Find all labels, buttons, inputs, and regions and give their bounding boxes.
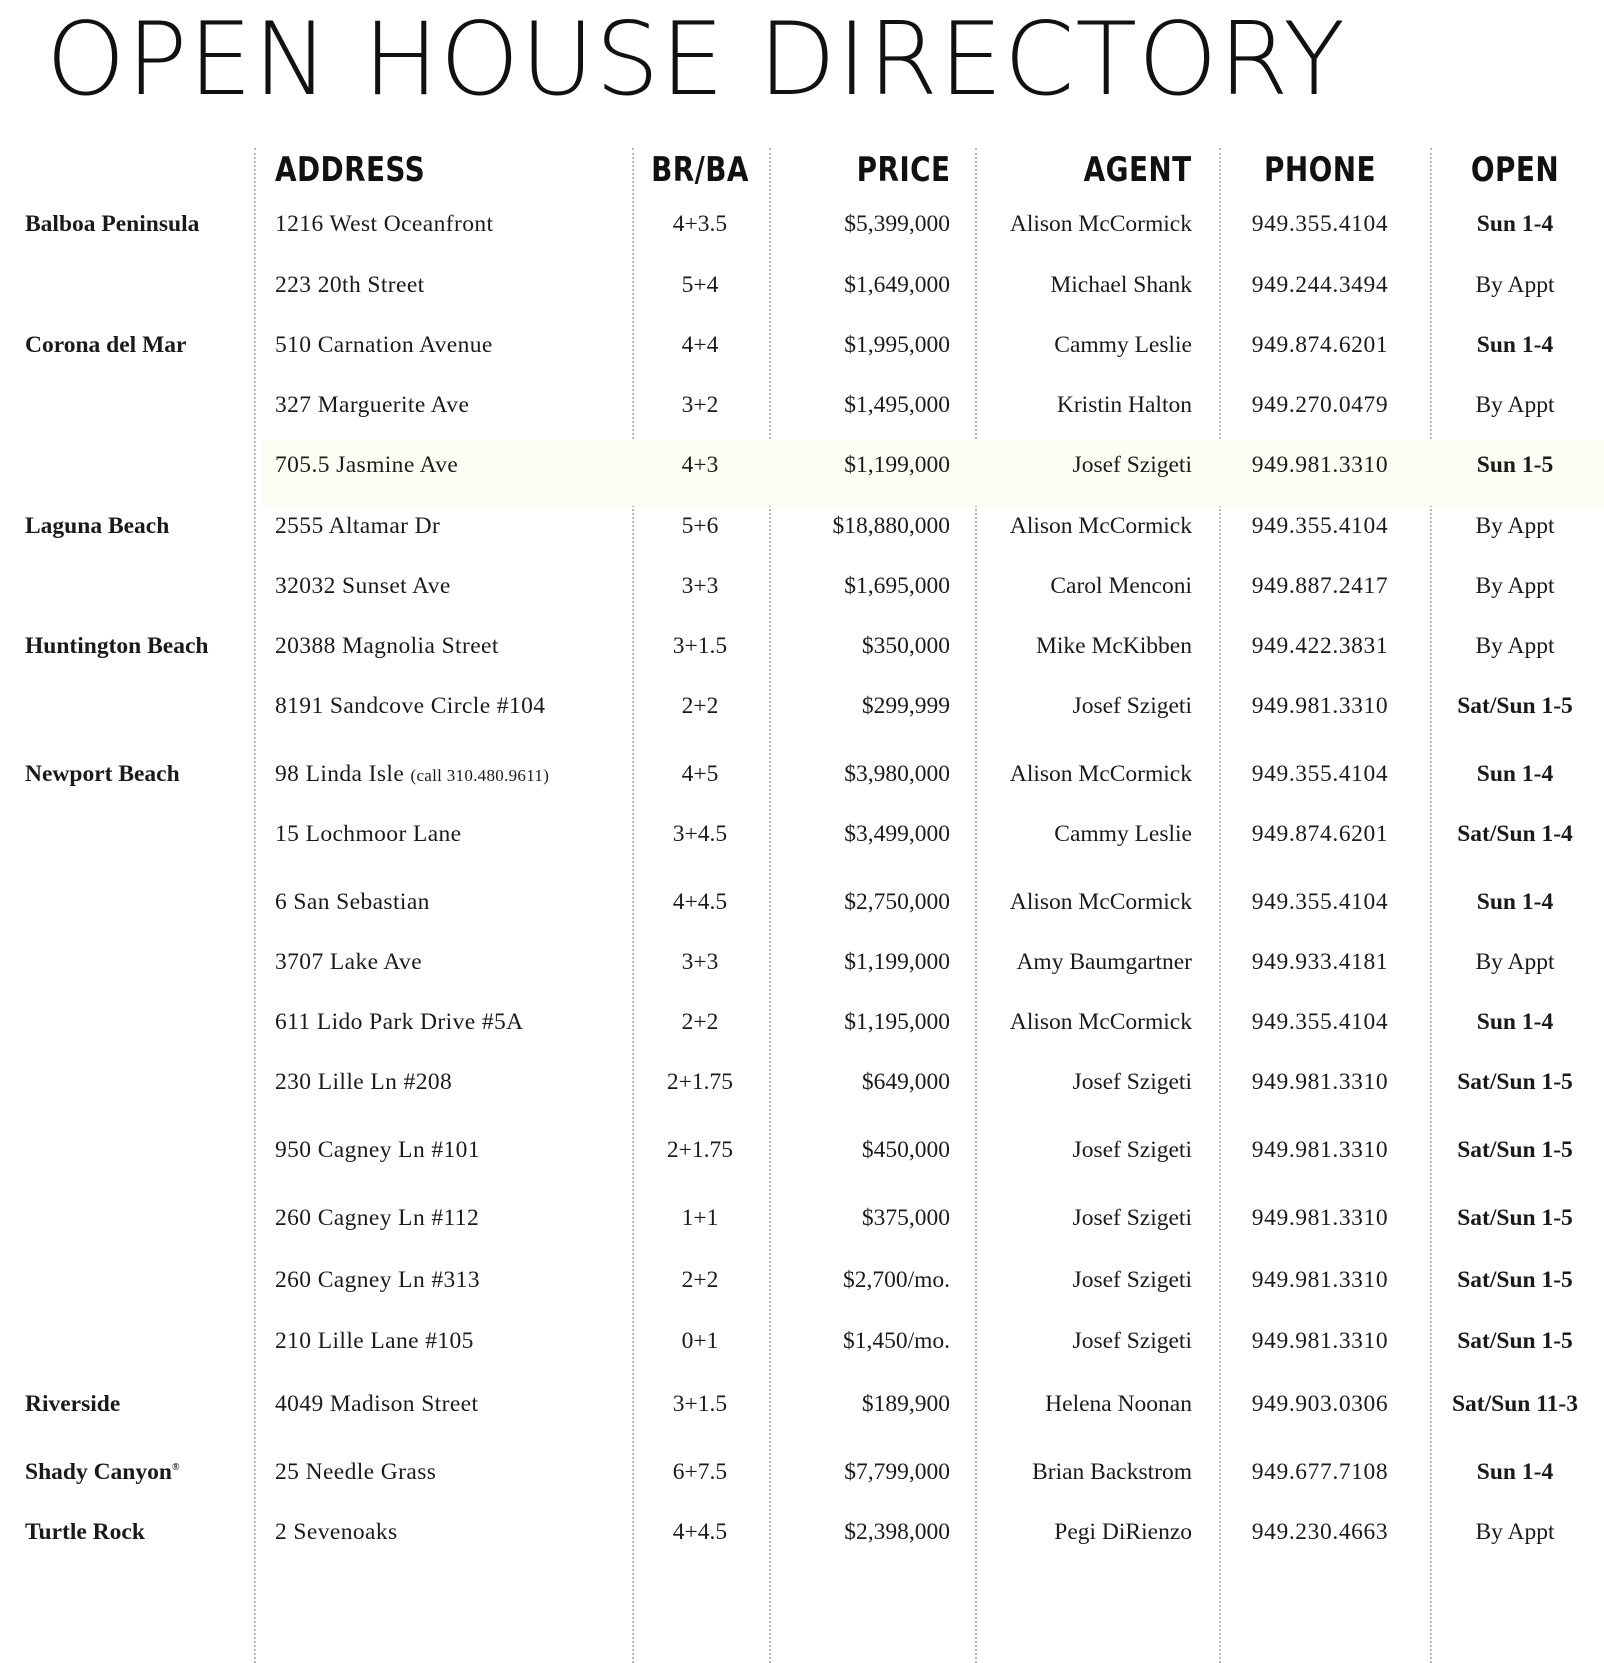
phone-cell: 949.355.4104 xyxy=(1251,513,1389,539)
area-label xyxy=(25,1520,145,1545)
phone-cell: 949.903.0306 xyxy=(1251,1391,1389,1417)
header-phone: PHONE xyxy=(1264,150,1376,190)
area-name: Balboa Peninsula xyxy=(25,211,200,237)
address-cell xyxy=(275,212,493,237)
agent-cell: Alison McCormick xyxy=(1009,761,1192,787)
phone-cell: 949.981.3310 xyxy=(1251,452,1389,478)
open-cell: Sat/Sun 1-4 xyxy=(1457,821,1573,847)
agent-cell: Cammy Leslie xyxy=(1054,821,1192,847)
brba-cell: 4+4.5 xyxy=(672,889,728,915)
open-cell: By Appt xyxy=(1475,272,1555,298)
address-text: 327 Marguerite Ave xyxy=(275,392,470,418)
column-divider xyxy=(769,148,771,1663)
brba-cell: 2+2 xyxy=(681,1009,719,1035)
phone-cell: 949.981.3310 xyxy=(1251,693,1389,719)
phone-cell: 949.244.3494 xyxy=(1251,272,1389,298)
area-name: Riverside xyxy=(25,1391,121,1417)
price-cell: $649,000 xyxy=(861,1069,950,1095)
agent-cell: Helena Noonan xyxy=(1045,1391,1192,1417)
address-cell xyxy=(275,1206,479,1231)
phone-cell: 949.874.6201 xyxy=(1251,821,1389,847)
brba-cell: 2+1.75 xyxy=(666,1137,734,1163)
address-cell xyxy=(275,762,549,788)
area-name: Newport Beach xyxy=(25,761,180,787)
price-cell: $189,900 xyxy=(861,1391,950,1417)
area-label xyxy=(25,762,180,787)
address-cell xyxy=(275,453,458,478)
area-name: Corona del Mar xyxy=(25,332,187,358)
address-text: 32032 Sunset Ave xyxy=(275,573,451,599)
address-note: (call 310.480.9611) xyxy=(410,766,550,785)
area-name: Laguna Beach xyxy=(25,513,170,539)
phone-cell: 949.981.3310 xyxy=(1251,1205,1389,1231)
area-label xyxy=(25,514,169,539)
address-cell xyxy=(275,1070,452,1095)
open-cell: Sat/Sun 1-5 xyxy=(1457,1137,1573,1163)
brba-cell: 4+3.5 xyxy=(672,211,728,237)
price-cell: $1,695,000 xyxy=(844,573,950,599)
brba-cell: 3+2 xyxy=(681,392,719,418)
address-text: 611 Lido Park Drive #5A xyxy=(275,1009,524,1035)
open-cell: By Appt xyxy=(1475,392,1555,418)
address-text: 8191 Sandcove Circle #104 xyxy=(275,693,546,719)
address-cell xyxy=(275,1520,398,1545)
agent-cell: Michael Shank xyxy=(1050,272,1192,298)
phone-cell: 949.270.0479 xyxy=(1251,392,1389,418)
address-cell xyxy=(275,333,493,358)
brba-cell: 3+3 xyxy=(681,949,719,975)
phone-cell: 949.422.3831 xyxy=(1251,633,1389,659)
agent-cell: Alison McCormick xyxy=(1009,1009,1192,1035)
address-text: 4049 Madison Street xyxy=(275,1391,479,1417)
address-text: 98 Linda Isle xyxy=(275,761,405,787)
brba-cell: 4+4 xyxy=(681,332,719,358)
agent-cell: Brian Backstrom xyxy=(1032,1459,1192,1485)
column-divider xyxy=(254,148,256,1663)
price-cell: $7,799,000 xyxy=(844,1459,950,1485)
address-text: 3707 Lake Ave xyxy=(275,949,423,975)
address-cell xyxy=(275,273,425,298)
header-brba: BR/BA xyxy=(651,150,749,190)
price-cell: $1,199,000 xyxy=(844,949,950,975)
brba-cell: 5+6 xyxy=(681,513,719,539)
agent-cell: Josef Szigeti xyxy=(1072,1137,1192,1163)
agent-cell: Mike McKibben xyxy=(1036,633,1192,659)
address-text: 230 Lille Ln #208 xyxy=(275,1069,453,1095)
area-label xyxy=(25,333,186,358)
address-text: 25 Needle Grass xyxy=(275,1459,437,1485)
brba-cell: 4+5 xyxy=(681,761,719,787)
agent-cell: Pegi DiRienzo xyxy=(1054,1519,1192,1545)
brba-cell: 1+1 xyxy=(681,1205,719,1231)
price-cell: $375,000 xyxy=(861,1205,950,1231)
brba-cell: 5+4 xyxy=(681,272,719,298)
brba-cell: 3+3 xyxy=(681,573,719,599)
open-cell: By Appt xyxy=(1475,633,1555,659)
agent-cell: Cammy Leslie xyxy=(1054,332,1192,358)
phone-cell: 949.230.4663 xyxy=(1251,1519,1389,1545)
phone-cell: 949.933.4181 xyxy=(1251,949,1389,975)
address-text: 260 Cagney Ln #112 xyxy=(275,1205,480,1231)
open-cell: Sat/Sun 1-5 xyxy=(1457,693,1573,719)
brba-cell: 2+2 xyxy=(681,693,719,719)
address-text: 1216 West Oceanfront xyxy=(275,211,494,237)
address-cell xyxy=(275,1268,480,1293)
address-cell xyxy=(275,822,462,847)
address-text: 950 Cagney Ln #101 xyxy=(275,1137,480,1163)
column-divider xyxy=(975,148,977,1663)
agent-cell: Josef Szigeti xyxy=(1072,1328,1192,1354)
brba-cell: 0+1 xyxy=(681,1328,719,1354)
open-cell: Sun 1-4 xyxy=(1476,211,1554,237)
brba-cell: 3+4.5 xyxy=(672,821,728,847)
open-cell: Sun 1-5 xyxy=(1476,452,1554,478)
brba-cell: 4+4.5 xyxy=(672,1519,728,1545)
open-cell: Sun 1-4 xyxy=(1476,1459,1554,1485)
open-cell: Sat/Sun 11-3 xyxy=(1451,1391,1579,1417)
page-title: OPEN HOUSE DIRECTORY xyxy=(46,0,1346,118)
phone-cell: 949.887.2417 xyxy=(1251,573,1389,599)
address-cell xyxy=(275,890,430,915)
address-text: 15 Lochmoor Lane xyxy=(275,821,462,847)
price-cell: $2,750,000 xyxy=(844,889,950,915)
open-cell: Sat/Sun 1-5 xyxy=(1457,1328,1573,1354)
price-cell: $299,999 xyxy=(861,693,950,719)
address-cell xyxy=(275,950,422,975)
agent-cell: Josef Szigeti xyxy=(1072,1267,1192,1293)
phone-cell: 949.981.3310 xyxy=(1251,1328,1389,1354)
open-cell: Sun 1-4 xyxy=(1476,761,1554,787)
agent-cell: Amy Baumgartner xyxy=(1016,949,1192,975)
registered-mark: ® xyxy=(171,1462,180,1474)
open-cell: By Appt xyxy=(1475,1519,1555,1545)
address-cell xyxy=(275,1460,436,1485)
price-cell: $1,495,000 xyxy=(844,392,950,418)
address-cell xyxy=(275,694,545,719)
open-cell: Sat/Sun 1-5 xyxy=(1457,1267,1573,1293)
price-cell: $3,499,000 xyxy=(844,821,950,847)
address-text: 510 Carnation Avenue xyxy=(275,332,493,358)
address-cell xyxy=(275,1010,524,1035)
agent-cell: Carol Menconi xyxy=(1050,573,1192,599)
price-cell: $3,980,000 xyxy=(844,761,950,787)
price-cell: $5,399,000 xyxy=(844,211,950,237)
open-cell: Sat/Sun 1-5 xyxy=(1457,1205,1573,1231)
brba-cell: 3+1.5 xyxy=(672,633,728,659)
address-text: 6 San Sebastian xyxy=(275,889,430,915)
address-text: 705.5 Jasmine Ave xyxy=(275,452,459,478)
price-cell: $18,880,000 xyxy=(832,513,950,539)
address-text: 20388 Magnolia Street xyxy=(275,633,499,659)
open-cell: Sat/Sun 1-5 xyxy=(1457,1069,1573,1095)
address-cell xyxy=(275,514,440,539)
area-label xyxy=(25,1460,179,1485)
address-text: 210 Lille Lane #105 xyxy=(275,1328,474,1354)
area-name: Shady Canyon xyxy=(25,1459,172,1485)
address-text: 2555 Altamar Dr xyxy=(275,513,441,539)
agent-cell: Josef Szigeti xyxy=(1072,452,1192,478)
phone-cell: 949.355.4104 xyxy=(1251,211,1389,237)
agent-cell: Alison McCormick xyxy=(1009,889,1192,915)
phone-cell: 949.677.7108 xyxy=(1251,1459,1389,1485)
header-address: ADDRESS xyxy=(275,150,426,190)
open-cell: Sun 1-4 xyxy=(1476,889,1554,915)
agent-cell: Alison McCormick xyxy=(1009,211,1192,237)
address-text: 223 20th Street xyxy=(275,272,425,298)
address-cell xyxy=(275,1392,478,1417)
area-label xyxy=(25,212,199,237)
price-cell: $1,649,000 xyxy=(844,272,950,298)
open-cell: By Appt xyxy=(1475,513,1555,539)
phone-cell: 949.981.3310 xyxy=(1251,1069,1389,1095)
brba-cell: 2+2 xyxy=(681,1267,719,1293)
open-cell: By Appt xyxy=(1475,949,1555,975)
address-cell xyxy=(275,574,451,599)
agent-cell: Josef Szigeti xyxy=(1072,1069,1192,1095)
price-cell: $1,199,000 xyxy=(844,452,950,478)
address-cell xyxy=(275,1138,480,1163)
agent-cell: Josef Szigeti xyxy=(1072,693,1192,719)
address-cell xyxy=(275,393,469,418)
price-cell: $450,000 xyxy=(861,1137,950,1163)
price-cell: $350,000 xyxy=(861,633,950,659)
area-name: Huntington Beach xyxy=(25,633,209,659)
brba-cell: 4+3 xyxy=(681,452,719,478)
address-text: 260 Cagney Ln #313 xyxy=(275,1267,480,1293)
price-cell: $1,450/mo. xyxy=(842,1328,950,1354)
open-cell: Sun 1-4 xyxy=(1476,332,1554,358)
price-cell: $1,995,000 xyxy=(844,332,950,358)
open-cell: By Appt xyxy=(1475,573,1555,599)
header-agent: AGENT xyxy=(1084,150,1192,190)
phone-cell: 949.874.6201 xyxy=(1251,332,1389,358)
address-cell xyxy=(275,634,499,659)
area-label xyxy=(25,634,208,659)
agent-cell: Kristin Halton xyxy=(1056,392,1192,418)
price-cell: $2,398,000 xyxy=(844,1519,950,1545)
agent-cell: Alison McCormick xyxy=(1009,513,1192,539)
address-cell xyxy=(275,1329,474,1354)
phone-cell: 949.981.3310 xyxy=(1251,1137,1389,1163)
price-cell: $2,700/mo. xyxy=(842,1267,950,1293)
header-open: OPEN xyxy=(1470,150,1560,190)
price-cell: $1,195,000 xyxy=(844,1009,950,1035)
phone-cell: 949.355.4104 xyxy=(1251,889,1389,915)
brba-cell: 2+1.75 xyxy=(666,1069,734,1095)
phone-cell: 949.981.3310 xyxy=(1251,1267,1389,1293)
phone-cell: 949.355.4104 xyxy=(1251,761,1389,787)
column-divider xyxy=(1430,148,1432,1663)
brba-cell: 3+1.5 xyxy=(672,1391,728,1417)
phone-cell: 949.355.4104 xyxy=(1251,1009,1389,1035)
column-divider xyxy=(632,148,634,1663)
open-cell: Sun 1-4 xyxy=(1476,1009,1554,1035)
area-name: Turtle Rock xyxy=(25,1519,145,1545)
header-price: PRICE xyxy=(856,150,950,190)
area-label xyxy=(25,1392,120,1417)
brba-cell: 6+7.5 xyxy=(672,1459,728,1485)
address-text: 2 Sevenoaks xyxy=(275,1519,398,1545)
agent-cell: Josef Szigeti xyxy=(1072,1205,1192,1231)
